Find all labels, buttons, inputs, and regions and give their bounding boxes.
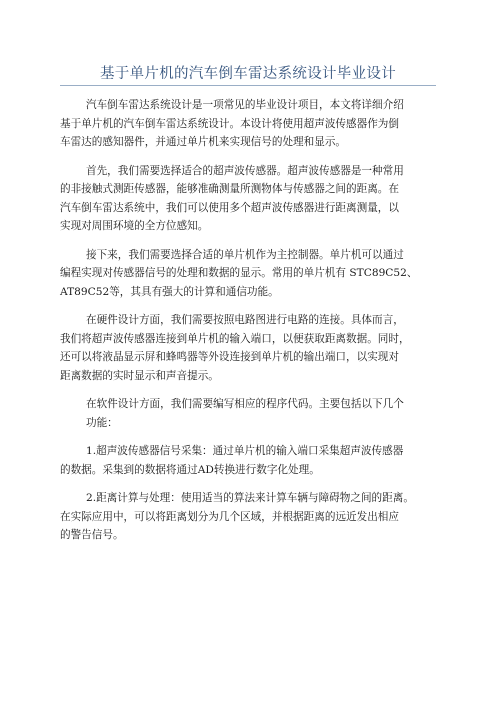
document-body <box>60 96 440 555</box>
paragraph-line: 在硬件设计方面，我们需要按照电路图进行电路的连接。具体而言， <box>86 314 404 326</box>
paragraph-line: 的非接触式测距传感器，能够准确测量所测物体与传感器之间的距离。在 <box>60 183 399 195</box>
paragraph-line: 1.超声波传感器信号采集：通过单片机的输入端口采集超声波传感器 <box>86 445 404 457</box>
list-item-signal-acquisition <box>60 442 440 479</box>
paragraph-line: 车雷达的感知器件，并通过单片机来实现信号的处理和显示。 <box>60 136 347 148</box>
paragraph-intro <box>60 96 440 152</box>
document-title: 基于单片机的汽车倒车雷达系统设计毕业设计 <box>100 66 396 82</box>
paragraph-line: 功能： <box>86 416 118 429</box>
paragraph-line: 在实际应用中，可以将距离划分为几个区域，并根据距离的远近发出相应 <box>60 510 399 523</box>
paragraph-sensor-selection <box>60 162 440 236</box>
paragraph-line: 在软件设计方面，我们需要编写相应的程序代码。主要包括以下几个 <box>86 398 404 410</box>
title-divider <box>60 85 436 86</box>
paragraph-line: 实现对周围环境的全方位感知。 <box>60 220 209 232</box>
paragraph-line: 基于单片机的汽车倒车雷达系统设计。本设计将使用超声波传感器作为倒 <box>60 117 399 130</box>
paragraph-line: 汽车倒车雷达系统中，我们可以使用多个超声波传感器进行距离测量，以 <box>60 201 399 214</box>
paragraph-mcu-selection <box>60 246 440 302</box>
list-item-distance-calculation <box>60 489 440 545</box>
paragraph-line: 我们将超声波传感器连接到单片机的输入端口，以便获取距离数据。同时， <box>60 332 410 345</box>
paragraph-line: 的数据。采集到的数据将通过AD转换进行数字化处理。 <box>60 463 320 476</box>
paragraph-line: 距离数据的实时显示和声音提示。 <box>60 369 219 382</box>
paragraph-line: 编程实现对传感器信号的处理和数据的显示。常用的单片机有 STC89C52、 <box>60 267 418 279</box>
paragraph-line: 接下来，我们需要选择合适的单片机作为主控制器。单片机可以通过 <box>86 248 404 261</box>
paragraph-line: 2.距离计算与处理：使用适当的算法来计算车辆与障碍物之间的距离。 <box>86 492 414 504</box>
paragraph-software-design <box>60 395 440 432</box>
paragraph-line: 还可以将液晶显示屏和蜂鸣器等外设连接到单片机的输出端口，以实现对 <box>60 351 399 363</box>
paragraph-line: 的警告信号。 <box>60 529 124 541</box>
paragraph-line: 汽车倒车雷达系统设计是一项常见的毕业设计项目，本文将详细介绍 <box>86 99 404 111</box>
paragraph-line: 首先，我们需要选择适合的超声波传感器。超声波传感器是一种常用 <box>86 164 404 177</box>
paragraph-line: AT89C52等，其具有强大的计算和通信功能。 <box>60 285 279 298</box>
paragraph-hardware-design <box>60 311 440 385</box>
